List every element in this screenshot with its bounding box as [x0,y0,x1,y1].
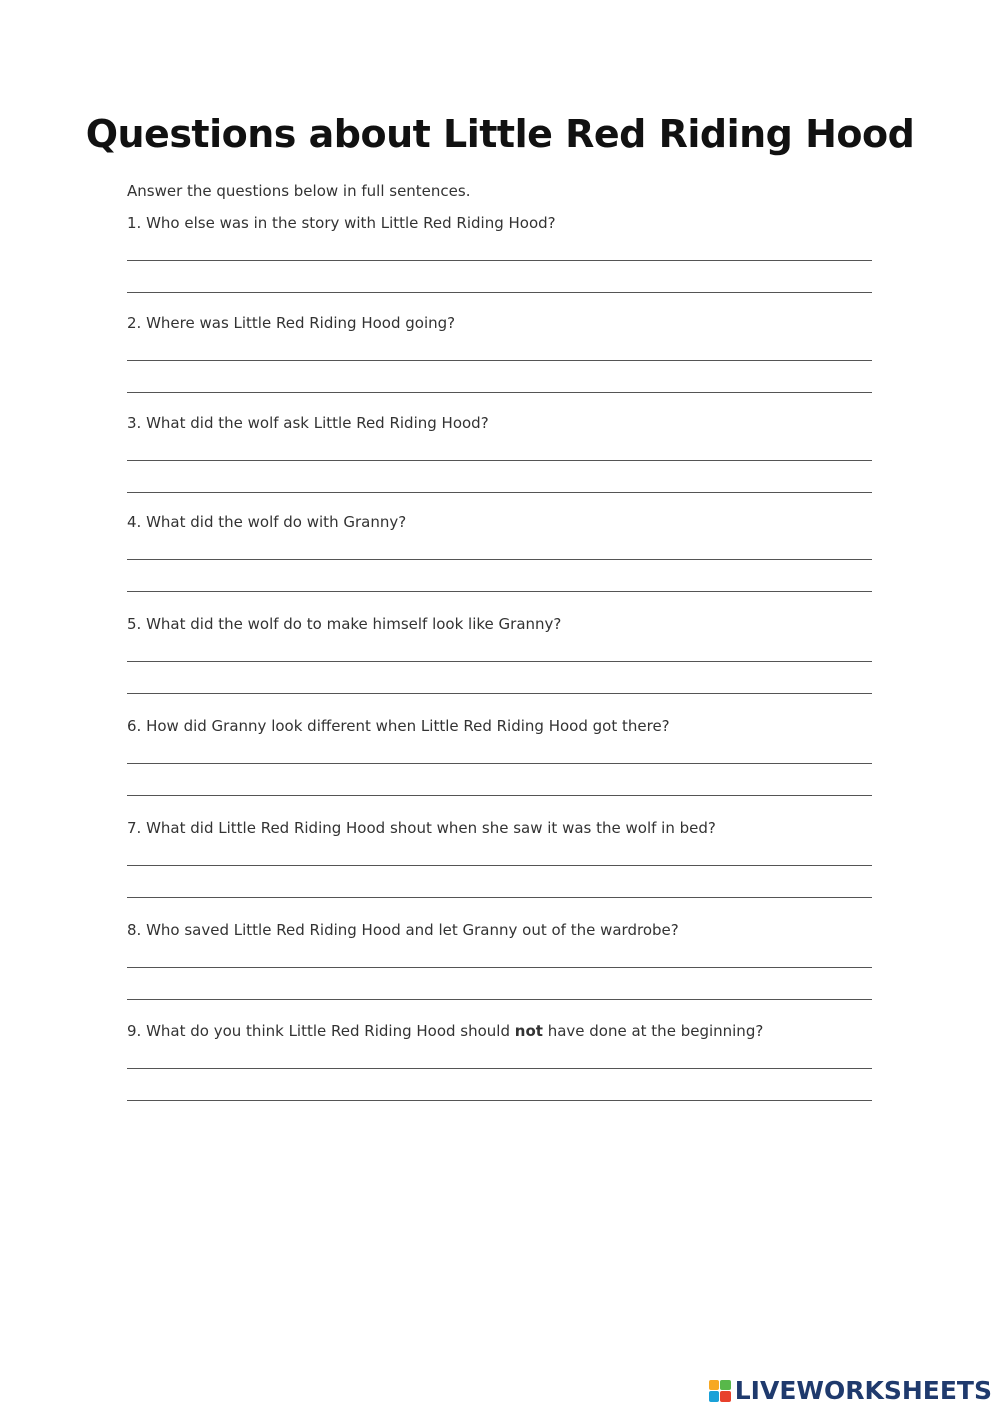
question-9 [127,1022,872,1040]
question-7 [127,819,872,837]
question-1 [127,214,872,232]
worksheet-title: Questions about Little Red Riding Hood [85,112,915,156]
question-text: 2. Where was Little Red Riding Hood going? [127,314,456,332]
question-text: 4. What did the wolf do with Granny? [127,513,407,531]
answer-line[interactable] [127,460,872,461]
question-2 [127,314,872,332]
question-text: 1. Who else was in the story with Little Red Riding Hood? [127,214,556,232]
answer-line[interactable] [127,763,872,764]
question-5 [127,615,872,633]
instruction-text: Answer the questions below in full sentences. [127,182,471,200]
question-text: 7. What did Little Red Riding Hood shout when she saw it was the wolf in bed? [127,819,716,837]
question-3 [127,414,872,432]
answer-line[interactable] [127,292,872,293]
answer-line[interactable] [127,260,872,261]
question-8 [127,921,872,939]
emphasis-not: not [514,1022,543,1040]
brand-name: LIVEWORKSHEETS [734,1376,992,1405]
question-text: 3. What did the wolf ask Little Red Riding Hood? [127,414,489,432]
question-6 [127,717,872,735]
logo-grid-icon [709,1380,731,1402]
answer-line[interactable] [127,693,872,694]
answer-line[interactable] [127,661,872,662]
answer-line[interactable] [127,392,872,393]
answer-line[interactable] [127,360,872,361]
question-text: 9. What do you think Little Red Riding Hood should not have done at the beginning? [127,1022,764,1040]
answer-line[interactable] [127,1068,872,1069]
answer-line[interactable] [127,999,872,1000]
question-text: 8. Who saved Little Red Riding Hood and let Granny out of the wardrobe? [127,921,679,939]
answer-line[interactable] [127,795,872,796]
liveworksheets-logo[interactable] [709,1376,992,1405]
answer-line[interactable] [127,591,872,592]
answer-line[interactable] [127,559,872,560]
answer-line[interactable] [127,967,872,968]
answer-line[interactable] [127,492,872,493]
answer-line[interactable] [127,865,872,866]
question-text: 5. What did the wolf do to make himself look like Granny? [127,615,562,633]
answer-line[interactable] [127,1100,872,1101]
answer-line[interactable] [127,897,872,898]
question-4 [127,513,872,531]
question-text: 6. How did Granny look different when Little Red Riding Hood got there? [127,717,670,735]
